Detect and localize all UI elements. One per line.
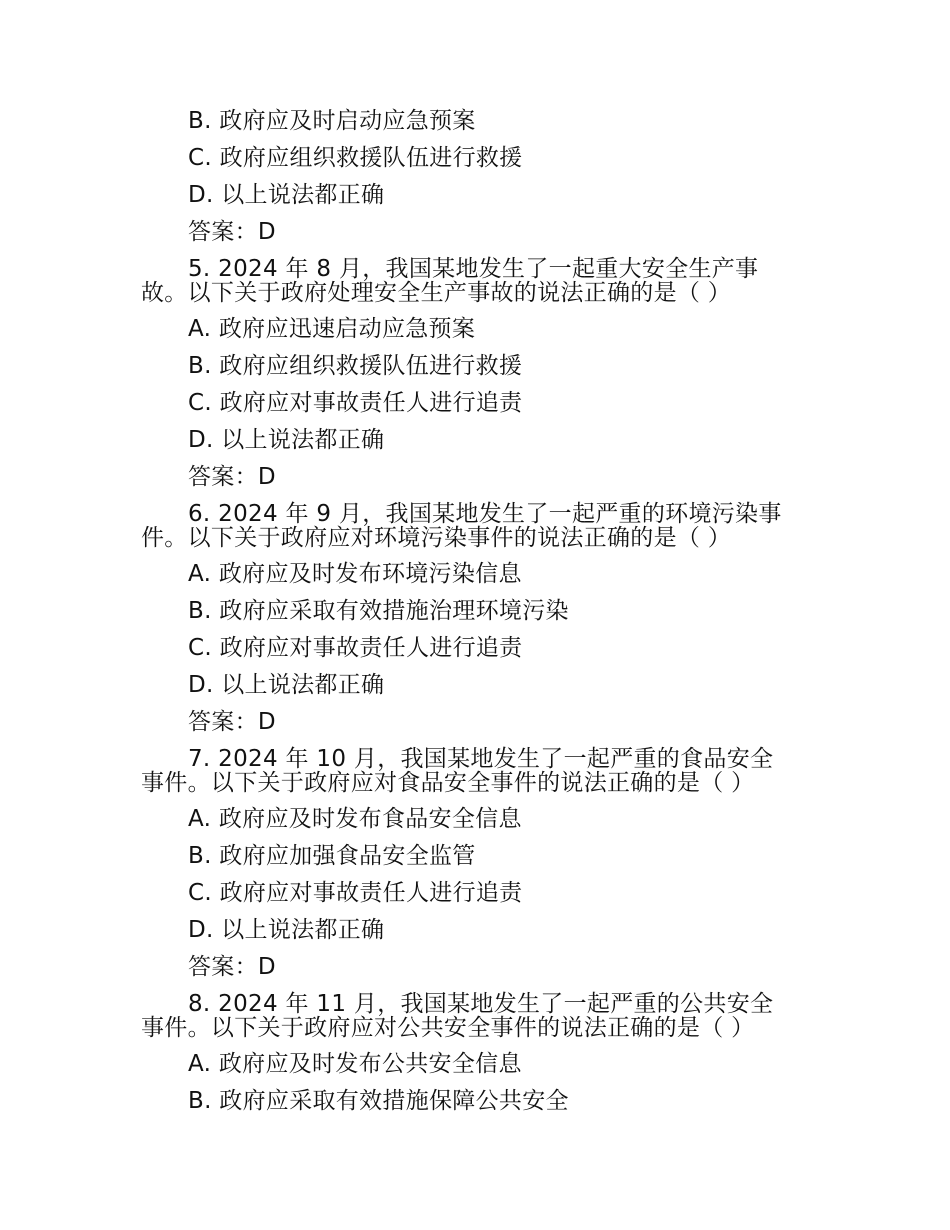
q7-option-a: A. 政府应及时发布食品安全信息 — [188, 806, 522, 832]
q6-option-c: C. 政府应对事故责任人进行追责 — [188, 635, 523, 661]
q5-option-b: B. 政府应组织救援队伍进行救援 — [188, 353, 523, 379]
q4-option-b: B. 政府应及时启动应急预案 — [188, 108, 476, 134]
q4-option-d: D. 以上说法都正确 — [188, 182, 385, 208]
q6-answer: 答案：D — [188, 709, 276, 735]
q8-option-b: B. 政府应采取有效措施保障公共安全 — [188, 1088, 569, 1114]
q8-option-a: A. 政府应及时发布公共安全信息 — [188, 1051, 522, 1077]
q7-stem-line1: 7. 2024 年 10 月，我国某地发生了一起严重的食品安全 — [188, 746, 774, 772]
q8-stem-line1: 8. 2024 年 11 月，我国某地发生了一起严重的公共安全 — [188, 991, 774, 1017]
q7-option-d: D. 以上说法都正确 — [188, 917, 385, 943]
q6-option-d: D. 以上说法都正确 — [188, 672, 385, 698]
q6-stem-line2: 件。以下关于政府应对环境污染事件的说法正确的是（ ） — [141, 525, 732, 551]
q6-stem-line1: 6. 2024 年 9 月，我国某地发生了一起严重的环境污染事 — [188, 501, 782, 527]
q6-option-a: A. 政府应及时发布环境污染信息 — [188, 561, 522, 587]
q7-option-c: C. 政府应对事故责任人进行追责 — [188, 880, 523, 906]
q7-option-b: B. 政府应加强食品安全监管 — [188, 843, 476, 869]
q5-option-c: C. 政府应对事故责任人进行追责 — [188, 390, 523, 416]
q5-answer: 答案：D — [188, 464, 276, 490]
q7-answer: 答案：D — [188, 954, 276, 980]
q6-option-b: B. 政府应采取有效措施治理环境污染 — [188, 598, 569, 624]
q4-answer: 答案：D — [188, 219, 276, 245]
q5-option-a: A. 政府应迅速启动应急预案 — [188, 316, 476, 342]
q5-stem-line2: 故。以下关于政府处理安全生产事故的说法正确的是（ ） — [141, 280, 732, 306]
q5-option-d: D. 以上说法都正确 — [188, 427, 385, 453]
q4-option-c: C. 政府应组织救援队伍进行救援 — [188, 145, 523, 171]
q5-stem-line1: 5. 2024 年 8 月，我国某地发生了一起重大安全生产事 — [188, 256, 759, 282]
q8-stem-line2: 事件。以下关于政府应对公共安全事件的说法正确的是（ ） — [141, 1015, 755, 1041]
q7-stem-line2: 事件。以下关于政府应对食品安全事件的说法正确的是（ ） — [141, 770, 755, 796]
